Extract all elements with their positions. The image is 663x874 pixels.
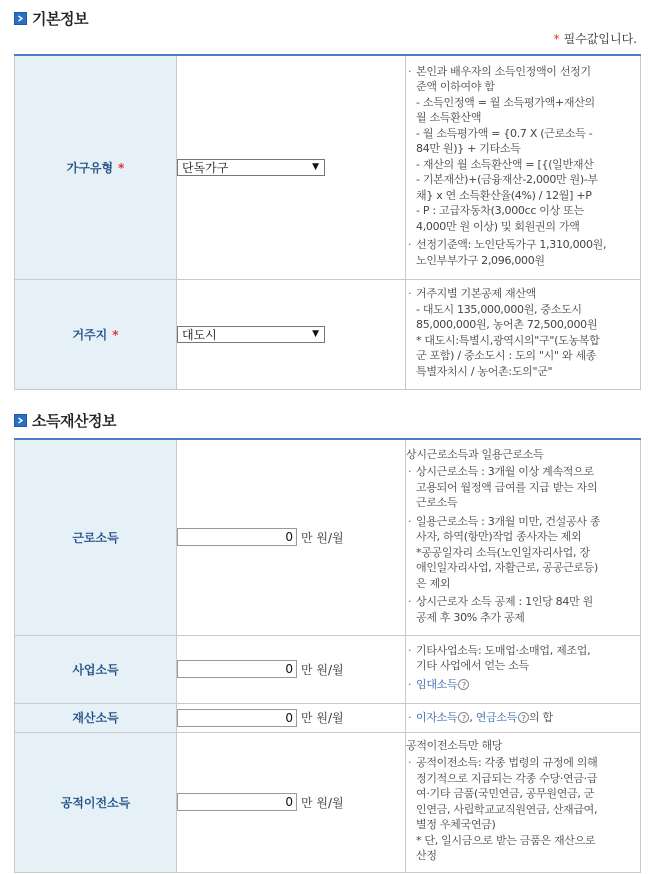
residence-value: 대도시 — [182, 327, 217, 342]
pension-income-link[interactable]: 연금소득 — [475, 710, 518, 724]
description-line: 노인부부가구 2,096,000원 — [416, 253, 545, 267]
description-line: *공공일자리 소득(노인일자리사업, 장 — [416, 545, 590, 559]
separator-text: , — [469, 710, 473, 724]
description-line: 채} x 연 소득환산율(4%) / 12월] +P — [416, 188, 592, 202]
row-residence — [15, 279, 641, 389]
earned-income-unit: 만 원/월 — [301, 530, 344, 545]
row-public-transfer-income — [15, 732, 641, 872]
public-transfer-income-input[interactable]: 0 — [177, 793, 297, 811]
description-line: 준액 이하여야 함 — [416, 80, 495, 93]
description-line: 84만 원)} + 기타소득 — [416, 142, 521, 155]
property-income-unit: 만 원/월 — [301, 711, 344, 725]
description-line: * 단, 일시금으로 받는 금품은 재산으로 — [416, 833, 596, 847]
property-income-label: 재산소득 — [15, 703, 177, 732]
interest-income-link[interactable]: 이자소득 — [416, 710, 458, 724]
row-earned-income — [15, 439, 641, 635]
household-type-select[interactable] — [177, 159, 325, 176]
earned-income-description — [406, 439, 641, 635]
help-icon[interactable]: ? — [458, 679, 469, 690]
earned-income-bullet — [406, 594, 640, 625]
description-line: 정기적으로 지급되는 각종 수당·연금·급 — [416, 771, 598, 785]
section-title-text: 기본정보 — [32, 10, 88, 28]
earned-income-bullet — [406, 514, 640, 592]
description-line: - 소득인정액 = 월 소득평가액+재산의 — [416, 95, 595, 109]
description-line: - 대도시 135,000,000원, 중소도시 — [416, 302, 582, 316]
property-income-tail: 의 합 — [529, 710, 553, 724]
section-basic-info-title — [14, 8, 88, 29]
help-icon[interactable]: ? — [458, 712, 469, 723]
public-transfer-income-description — [406, 732, 641, 872]
public-transfer-income-label: 공적이전소득 — [15, 732, 177, 872]
description-line: 고용되어 월정액 급여를 지급 받는 자의 — [416, 480, 598, 494]
description-line: 기타 사업에서 얻는 소득 — [416, 659, 529, 673]
dropdown-arrow-icon: ▼ — [312, 162, 319, 173]
description-line: 4,000만 원 이상) 및 회원권의 가액 — [416, 219, 580, 233]
household-type-label: 가구유형 * — [15, 55, 177, 279]
description-line: 특별자치시 / 농어촌:도의"군" — [416, 364, 553, 378]
rental-income-link[interactable]: 임대소득 — [416, 677, 458, 691]
residence-description — [406, 279, 641, 389]
section-income-property-title — [14, 410, 116, 431]
row-business-income — [15, 635, 641, 703]
household-criteria-text — [406, 64, 640, 235]
public-transfer-text — [406, 755, 640, 864]
description-line: 사자, 하역(항만)작업 종사자는 제외 — [416, 530, 582, 543]
description-line: · 본인과 배우자의 소득인정액이 선정기 — [416, 64, 591, 78]
public-transfer-head: 공적이전소득만 해당 — [406, 738, 503, 752]
basic-info-table — [14, 54, 641, 390]
dropdown-arrow-icon: ▼ — [312, 329, 319, 339]
description-line: - 기본재산)+(금융재산-2,000만 원)-부 — [416, 173, 598, 186]
description-line: 85,000,000원, 농어촌 72,500,000원 — [416, 318, 598, 331]
description-line: · 일용근로소득 : 3개월 미만, 건설공사 종 — [416, 514, 601, 528]
required-note-text: 필수값입니다. — [563, 32, 637, 46]
residence-deduction-text — [406, 286, 640, 379]
earned-income-label: 근로소득 — [15, 439, 177, 635]
business-income-input[interactable]: 0 — [177, 660, 297, 678]
section-bullet-icon — [14, 414, 27, 427]
section-bullet-icon — [14, 12, 27, 25]
description-line: 애인일자리사업, 자활근로, 공공근로등) — [416, 561, 598, 574]
description-line: · 상시근로자 소득 공제 : 1인당 84만 원 — [416, 595, 593, 608]
description-line: - 월 소득평가액 = {0.7 X (근로소득 - — [416, 126, 593, 140]
description-line: - 재산의 월 소득환산액 = [{(일반재산 — [416, 157, 594, 171]
description-line: 여·기타 금품(국민연금, 공무원연금, 군 — [416, 787, 595, 800]
description-line: 월 소득환산액 — [416, 111, 482, 124]
household-threshold-text — [406, 237, 640, 268]
description-line: 군 포함) / 중소도시 : 도의 "시" 와 세종 — [416, 349, 597, 362]
household-type-value: 단독가구 — [182, 160, 229, 175]
description-line: 산정 — [416, 849, 437, 862]
row-property-income — [15, 703, 641, 732]
earned-income-bullet — [406, 464, 640, 511]
business-income-label: 사업소득 — [15, 635, 177, 703]
required-star: * — [553, 32, 560, 46]
description-line: 공제 후 30% 추가 공제 — [416, 610, 525, 624]
rental-income-item — [406, 677, 640, 693]
description-line: 은 제외 — [416, 576, 451, 590]
row-household-type — [15, 55, 641, 279]
property-income-description — [406, 703, 641, 732]
description-line: · 선정기준액: 노인단독가구 1,310,000원, — [416, 238, 607, 251]
public-transfer-income-unit: 만 원/월 — [301, 795, 344, 810]
household-type-description — [406, 55, 641, 279]
required-note — [554, 30, 637, 47]
residence-select[interactable] — [177, 326, 325, 343]
description-line: * 대도시:특별시,광역시의"구"(도농복합 — [416, 333, 600, 347]
business-income-description — [406, 635, 641, 703]
description-line: · 공적이전소득: 각종 법령의 규정에 의해 — [416, 756, 598, 769]
description-line: 인연금, 사립학교교직원연금, 산재급여, — [416, 802, 598, 816]
description-line: 별정 우체국연금) — [416, 818, 496, 831]
description-line: 근로소득 — [416, 496, 458, 509]
description-line: - P : 고급자동차(3,000cc 이상 또는 — [416, 204, 584, 217]
section-title-text: 소득재산정보 — [32, 412, 116, 430]
residence-label: 거주지 * — [15, 279, 177, 389]
earned-income-head: 상시근로소득과 일용근로소득 — [406, 447, 544, 461]
other-business-income-text — [406, 643, 640, 674]
property-income-input[interactable]: 0 — [177, 709, 297, 727]
description-line: · 기타사업소득: 도매업·소매업, 제조업, — [416, 643, 591, 657]
earned-income-input[interactable]: 0 — [177, 528, 297, 546]
property-income-item — [406, 710, 640, 726]
description-line: · 거주지별 기본공제 재산액 — [416, 287, 536, 300]
description-line: · 상시근로소득 : 3개월 이상 계속적으로 — [416, 465, 594, 478]
business-income-unit: 만 원/월 — [301, 662, 344, 677]
income-property-table — [14, 438, 641, 873]
help-icon[interactable]: ? — [518, 712, 529, 723]
